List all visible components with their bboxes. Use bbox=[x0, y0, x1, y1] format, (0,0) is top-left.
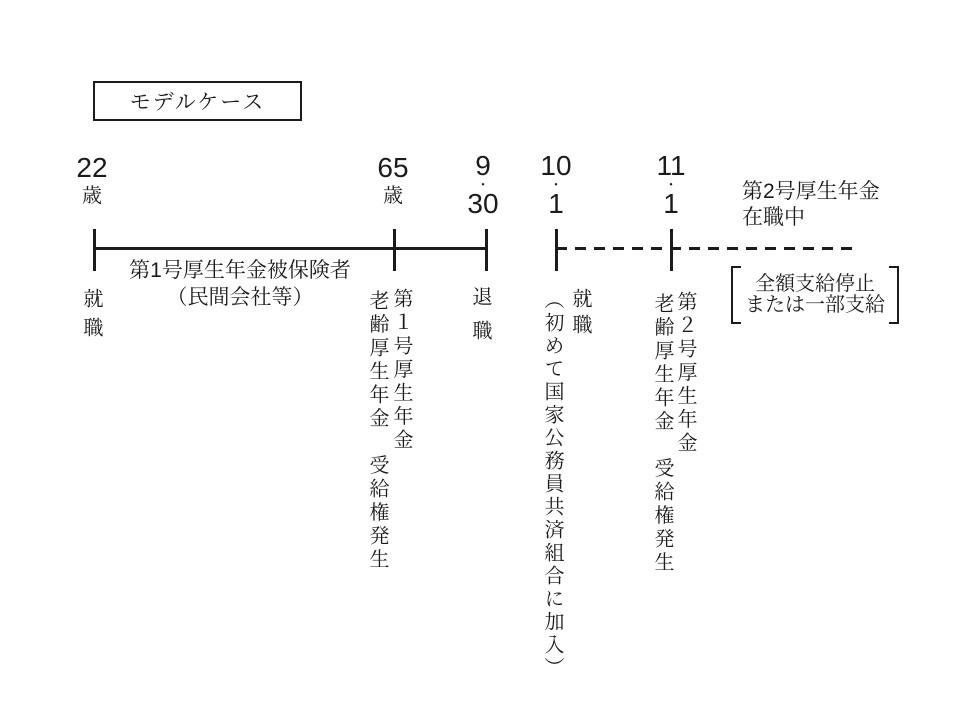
period-label-pension1-insured bbox=[113, 257, 367, 311]
event-pension1-entitlement: 老齢厚生年金 受給権発生 bbox=[366, 290, 388, 572]
marker-date-10-1-dot: ・ bbox=[549, 177, 563, 192]
status-label-line2: 在職中 bbox=[742, 206, 805, 229]
marker-date-10-1-month: 10 bbox=[540, 150, 572, 181]
status-label-line1: 第2号厚生年金 bbox=[742, 180, 880, 203]
left-bracket bbox=[731, 266, 741, 324]
status-label-pension2-working bbox=[742, 179, 912, 231]
marker-date-10-1 bbox=[524, 152, 588, 217]
marker-date-9-30 bbox=[451, 152, 515, 217]
marker-date-11-1-day: 1 bbox=[663, 188, 679, 219]
timeline-solid-line bbox=[94, 247, 486, 250]
marker-date-9-30-day: 30 bbox=[467, 188, 499, 219]
tick-age-22 bbox=[93, 229, 96, 271]
bracket-note-payment-suspension bbox=[731, 266, 899, 324]
title-box bbox=[93, 81, 302, 121]
event-join-company: 就職 bbox=[80, 288, 102, 346]
event-pension1-name: 第１号厚生年金 bbox=[390, 288, 412, 453]
period-label-line1: 第1号厚生年金被保険者 bbox=[129, 259, 351, 282]
period-label-line2: （民間会社等） bbox=[166, 286, 314, 309]
marker-age-22-number: 22 bbox=[76, 152, 108, 183]
tick-age-65 bbox=[393, 229, 396, 271]
bracket-note-line1: 全額支給停止 bbox=[755, 273, 875, 295]
marker-age-65 bbox=[361, 154, 425, 207]
page-title: モデルケース bbox=[129, 91, 266, 114]
bracket-note-text bbox=[745, 274, 885, 316]
marker-age-65-number: 65 bbox=[377, 152, 409, 183]
event-join-government-note: （初めて国家公務員共済組合に加入） bbox=[541, 289, 563, 680]
marker-age-22-unit: 歳 bbox=[82, 185, 102, 207]
marker-date-11-1 bbox=[639, 152, 703, 217]
right-bracket bbox=[889, 266, 899, 324]
event-pension2-name: 第２号厚生年金 bbox=[674, 291, 696, 456]
event-retire: 退職 bbox=[469, 286, 491, 354]
tick-date-10-1 bbox=[555, 229, 558, 271]
marker-date-9-30-month: 9 bbox=[475, 150, 491, 181]
marker-date-11-1-month: 11 bbox=[656, 150, 686, 181]
bracket-note-line2: または一部支給 bbox=[745, 294, 885, 316]
marker-date-9-30-dot: ・ bbox=[476, 177, 490, 192]
marker-age-65-unit: 歳 bbox=[383, 185, 403, 207]
marker-date-11-1-dot: ・ bbox=[664, 177, 678, 192]
timeline-dashed-line bbox=[556, 247, 856, 250]
tick-date-9-30 bbox=[485, 229, 488, 271]
tick-date-11-1 bbox=[670, 229, 673, 271]
event-pension2-entitlement: 老齢厚生年金 受給権発生 bbox=[651, 293, 673, 575]
event-join-government: 就職 bbox=[569, 288, 591, 340]
marker-age-22 bbox=[60, 154, 124, 207]
marker-date-10-1-day: 1 bbox=[548, 188, 564, 219]
